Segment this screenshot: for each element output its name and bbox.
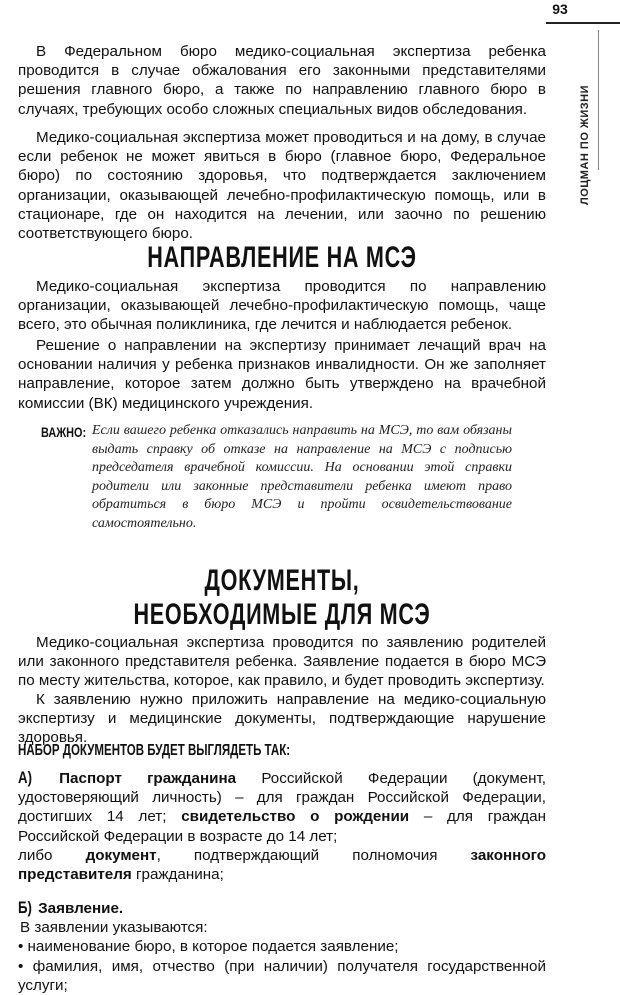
top-rule [546, 22, 620, 24]
section-heading-documents-line-1: ДОКУМЕНТЫ, [204, 564, 360, 597]
application-intro: В заявлении указываются: [20, 919, 208, 937]
passport-term: Паспорт гражданина [59, 770, 237, 787]
side-rule [598, 30, 599, 170]
list-item-b-marker: Б) [18, 898, 32, 917]
legal-representative-description: гражданина; [131, 866, 224, 884]
page-number: 93 [552, 1, 568, 17]
section-heading-documents-line-2: НЕОБХОДИМЫЕ ДЛЯ МСЭ [133, 598, 431, 631]
application-term: Заявление. [38, 900, 124, 917]
legal-representative-term: законного представителя [18, 846, 546, 884]
intro-paragraph-1: В Федеральном бюро медико-социальная экспертиза ребенка проводится в случае обжалования его законными представителями решения главного бюро, а также по направлению главного бюро в случаях, требующих особо сложных специальных видов обследования. [18, 43, 546, 118]
birth-certificate-term: свидетельство о рождении [181, 808, 410, 826]
birth-certificate-description: – для граждан Российской Федерации в возрасте до 14 лет; [18, 808, 546, 845]
list-item-b [18, 898, 546, 995]
document-description: , подтверждающий полномочия [156, 846, 471, 864]
documents-list-heading: НАБОР ДОКУМЕНТОВ БУДЕТ ВЫГЛЯДЕТЬ ТАК: [18, 742, 291, 759]
running-head: ЛОЦМАН ПО ЖИЗНИ [579, 84, 591, 205]
section-heading-referral: НАПРАВЛЕНИЕ НА МСЭ [147, 241, 417, 274]
list-item-a-marker: А) [18, 768, 33, 787]
list-item-a [18, 768, 546, 884]
application-bullet-1: • наименование бюро, в которое подается заявление; [18, 938, 399, 956]
important-note-label: ВАЖНО: [41, 424, 87, 440]
application-bullet-2: • фамилия, имя, отчество (при наличии) получателя государственной услуги; [18, 957, 546, 994]
alternative-text: либо [18, 846, 86, 864]
documents-paragraph-2: К заявлению нужно приложить направление на медико-социальную экспертизу и медицинские документы, подтверждающие нарушение здоровья. [18, 691, 546, 747]
important-note-text: Если вашего ребенка отказались направить на МСЭ, то вам обязаны выдать справку об отказе на направление на МСЭ с подписью председателя врачебной комиссии. На основании этой справки родители или законные представители ребенка имеют право обратиться в бюро МСЭ и пройти освидетельствование самостоятельно. [92, 423, 512, 531]
intro-paragraph-2: Медико-социальная экспертиза может проводиться и на дому, в случае если ребенок не может явиться в бюро (главное бюро, Федеральное бюро) по состоянию здоровья, что подтверждается заключением организации, оказывающей лечебно-профилактическую помощь, или в стационаре, где он находится на лечении, или заочно по решению соответствующего бюро. [18, 129, 546, 243]
documents-paragraph-1: Медико-социальная экспертиза проводится по заявлению родителей или законного представителя ребенка. Заявление подается в бюро МСЭ по месту жительства, которое, как правило, и будет проводить экспертизу. [18, 634, 546, 690]
passport-description: Российской Федерации (документ, удостоверяющий личность) – для граждан Российской Федерации, достигших 14 лет; [18, 770, 546, 826]
referral-paragraph-2: Решение о направлении на экспертизу принимает лечащий врач на основании наличия у ребенка признаков инвалидности. Он же заполняет направление, которое затем должно быть утверждено на врачебной комиссии (ВК) медицинского учреждения. [18, 337, 546, 412]
referral-paragraph-1: Медико-социальная экспертиза проводится по направлению организации, оказывающей лечебно-профилактическую помощь, чаще всего, это обычная поликлиника, где лечится и наблюдается ребенок. [18, 278, 546, 334]
document-term: документ [85, 846, 157, 864]
